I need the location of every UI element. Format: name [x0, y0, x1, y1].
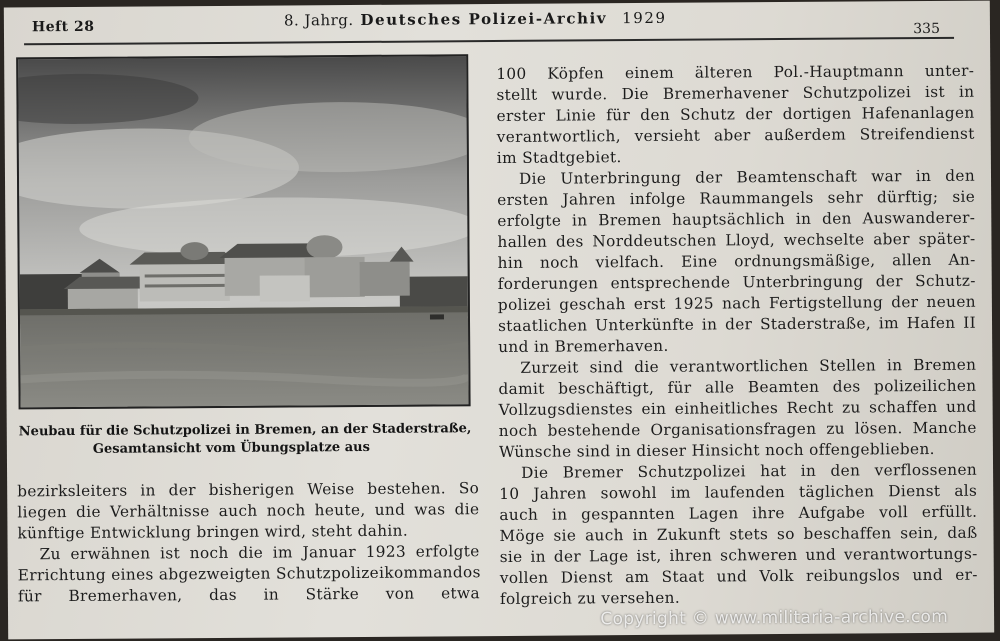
text-line: ersten Jahren infolge Raummangels sehr dürftig; sie	[497, 187, 976, 210]
copyright-watermark: Copyright © www.militaria-archive.com	[600, 606, 949, 630]
text-line: Vollzugsdienstes ein einheitliches Recht zu schaffen und	[498, 397, 977, 420]
text-line: vollen Dienst am Staat und Volk reibungslos und er-	[499, 565, 978, 588]
running-title	[284, 9, 667, 30]
text-line: bezirksleiters in der bisherigen Weise bestehen. So	[17, 479, 480, 501]
text-line: Die Bremer Schutzpolizei hat in den verflossenen	[521, 460, 978, 482]
journal-name: Deutsches Polizei-Archiv	[360, 9, 608, 29]
text-line: erfolgte in Bremen hauptsächlich in den Auswanderer-	[497, 208, 976, 231]
text-line: forderungen entsprechende Unterbringung der Schutz-	[497, 271, 976, 294]
caption-line: Neubau für die Schutzpolizei in Bremen, an der Staderstraße,	[18, 421, 472, 440]
volume-label: 8. Jahrg.	[283, 11, 354, 30]
page-header	[24, 7, 954, 45]
text-line: Möge sie auch in Zukunft stets so beschaffen sein, daß	[499, 523, 978, 546]
page-number: 335	[913, 20, 941, 38]
text-line: für Bremerhaven, das in Stärke von etwa	[17, 584, 480, 606]
left-text-column	[17, 478, 480, 607]
text-line: stellt wurde. Die Bremerhavener Schutzpolizei ist in	[496, 82, 975, 105]
text-line: liegen die Verhältnisse auch noch heute, und was die	[17, 500, 480, 522]
text-line: noch bestehende Organisationsfragen zu lösen. Manche	[498, 418, 977, 441]
text-line: hin noch vielfach. Eine ordnungsmäßige, allen An-	[497, 250, 976, 273]
text-line: sie in der Lage ist, ihren schweren und verantwortungs-	[499, 544, 978, 567]
right-text-column	[496, 61, 978, 610]
text-line: folgreich zu versehen.	[499, 588, 681, 608]
text-line: verantwortlich, versieht aber außerdem Streifendienst	[496, 124, 975, 147]
text-line: Zu erwähnen ist noch die im Januar 1923 erfolgte	[39, 542, 480, 564]
photo-illustration	[18, 56, 468, 407]
text-line: Errichtung eines abgezweigten Schutzpolizeikommandos	[17, 563, 481, 585]
year-label: 1929	[621, 8, 667, 28]
caption-line: Gesamtansicht vom Übungsplatze aus	[92, 439, 370, 457]
text-line: Zurzeit sind die verantwortlichen Stellen in Bremen	[520, 355, 977, 377]
text-line: erster Linie für den Schutz der dortigen Hafenanlagen	[496, 103, 975, 126]
text-line: staatlichen Unterkünfte in der Staderstraße, im Hafen II	[497, 313, 977, 336]
text-line: 10 Jahren sowohl im laufenden täglichen Dienst als	[499, 481, 978, 504]
text-line: künftige Entwicklung bringen wird, steht dahin.	[17, 521, 409, 543]
text-line: Wünsche sind in dieser Hinsicht noch offengeblieben.	[498, 439, 935, 462]
issue-label: Heft 28	[31, 18, 95, 36]
text-line: im Stadtgebiet.	[496, 148, 622, 168]
text-line: Die Unterbringung der Beamtenschaft war in den	[518, 166, 976, 188]
photo-caption	[19, 420, 479, 459]
text-line: auch in gespannten Lagen ihre Aufgabe voll erfüllt.	[499, 502, 978, 525]
building-photo	[16, 54, 470, 409]
text-line: polizei geschah erst 1925 nach Fertigstellung der neuen	[497, 292, 976, 315]
text-line: hallen des Norddeutschen Lloyd, wechselte aber später-	[497, 229, 976, 252]
text-line: und in Bremerhaven.	[498, 336, 669, 357]
text-line: damit beschäftigt, für alle Beamten des polizeilichen	[498, 376, 977, 399]
text-line: 100 Köpfen einem älteren Pol.-Hauptmann unter-	[496, 61, 975, 84]
journal-page	[4, 1, 994, 640]
